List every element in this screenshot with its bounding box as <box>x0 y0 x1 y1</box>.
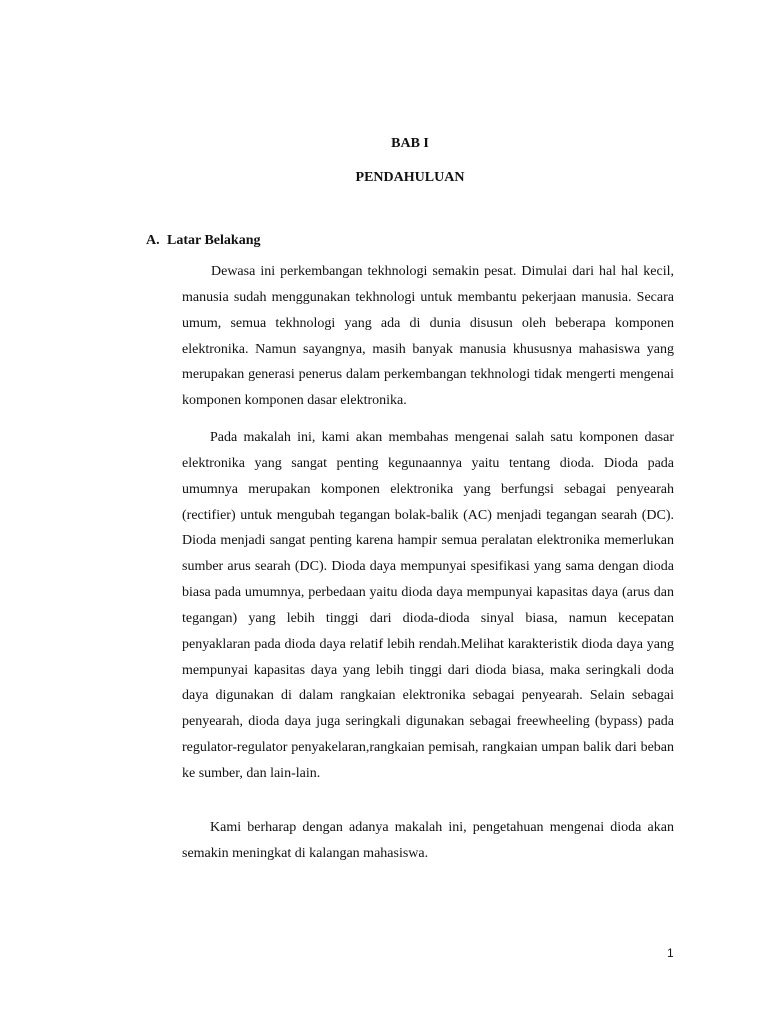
paragraph-2: Pada makalah ini, kami akan membahas mengenai salah satu komponen dasar elektronika yang sangat penting kegunaannya yaitu tentang dioda. Dioda pada umumnya merupakan komponen elektronika yang berfungsi sebagai penyearah (rectifier) untuk mengubah tegangan bolak-balik (AC) menjadi tegangan searah (DC). Dioda menjadi sangat penting karena hampir semua peralatan elektronika memerlukan sumber arus searah (DC). Dioda daya mempunyai spesifikasi yang sama dengan dioda biasa pada umumnya, perbedaan yaitu dioda daya mempunyai kapasitas daya (arus dan tegangan) yang lebih tinggi dari dioda-dioda sinyal biasa, namun kecepatan penyaklaran pada dioda daya relatif lebih rendah.Melihat karakteristik dioda daya yang mempunyai kapasitas daya yang lebih tinggi dari dioda biasa, maka seringkali doda daya digunakan di dalam rangkaian elektronika sebagai penyearah. Selain sebagai penyearah, dioda daya juga seringkali digunakan sebagai freewheeling (bypass) pada regulator-regulator penyakelaran,rangkaian pemisah, rangkaian umpan balik dari beban ke sumber, dan lain-lain. <box>182 430 674 781</box>
chapter-title: PENDAHULUAN <box>355 170 465 185</box>
section-title: Latar Belakang <box>167 233 261 248</box>
chapter-number: BAB I <box>391 136 429 151</box>
section-heading <box>146 233 260 249</box>
paragraph-1: Dewasa ini perkembangan tekhnologi semakin pesat. Dimulai dari hal hal kecil, manusia sudah menggunakan tekhnologi untuk membantu pekerjaan manusia. Secara umum, semua tekhnologi yang ada di dunia disusun oleh beberapa komponen elektronika. Namun sayangnya, masih banyak manusia khususnya mahasiswa yang merupakan generasi penerus dalam perkembangan tekhnologi tidak mengerti mengenai komponen komponen dasar elektronika. <box>182 264 674 409</box>
paragraph-3: Kami berharap dengan adanya makalah ini, pengetahuan mengenai dioda akan semakin meningkat di kalangan mahasiswa. <box>182 820 674 861</box>
page-number: 1 <box>667 946 674 960</box>
section-marker: A. <box>146 233 160 248</box>
